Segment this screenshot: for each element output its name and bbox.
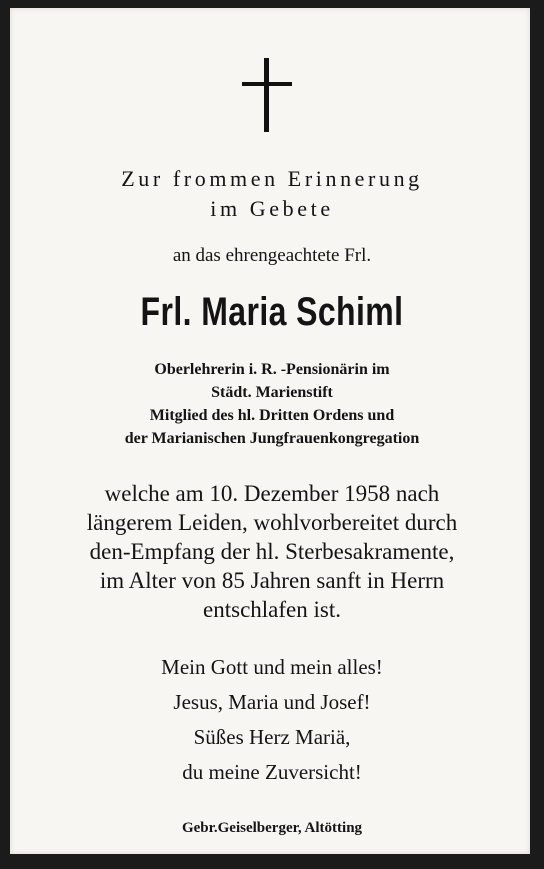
cross-horizontal-bar	[242, 82, 292, 86]
detail-line: Oberlehrerin i. R. -Pensionärin im	[154, 361, 390, 378]
prayer-line: du meine Zuversicht!	[182, 760, 362, 784]
body-line: welche am 10. Dezember 1958 nach	[104, 481, 440, 506]
prayer-line: Jesus, Maria und Josef!	[173, 690, 371, 714]
prayer-line: Mein Gott und mein alles!	[161, 655, 383, 679]
body-line: im Alter von 85 Jahren sanft in Herrn	[99, 568, 445, 593]
prayer-line: Süßes Herz Mariä,	[193, 725, 351, 749]
deceased-name: Frl. Maria Schiml	[140, 290, 404, 334]
cross-vertical-bar	[264, 58, 269, 132]
detail-line: Mitglied des hl. Dritten Ordens und	[149, 407, 395, 424]
intro-line-3: an das ehrengeachtete Frl.	[172, 245, 372, 266]
body-line: entschlafen ist.	[203, 597, 341, 622]
intro-line-1: Zur frommen Erinnerung	[121, 166, 423, 191]
latin-cross-icon	[242, 58, 292, 132]
detail-line: der Marianischen Jungfrauenkongregation	[124, 430, 420, 447]
body-line: den-Empfang der hl. Sterbesakramente,	[89, 539, 455, 564]
body-line: längerem Leiden, wohlvorbereitet durch	[86, 510, 458, 535]
printer-imprint: Gebr.Geiselberger, Altötting	[181, 820, 363, 836]
intro-line-2: im Gebete	[210, 196, 334, 221]
detail-line: Städt. Marienstift	[211, 384, 333, 401]
